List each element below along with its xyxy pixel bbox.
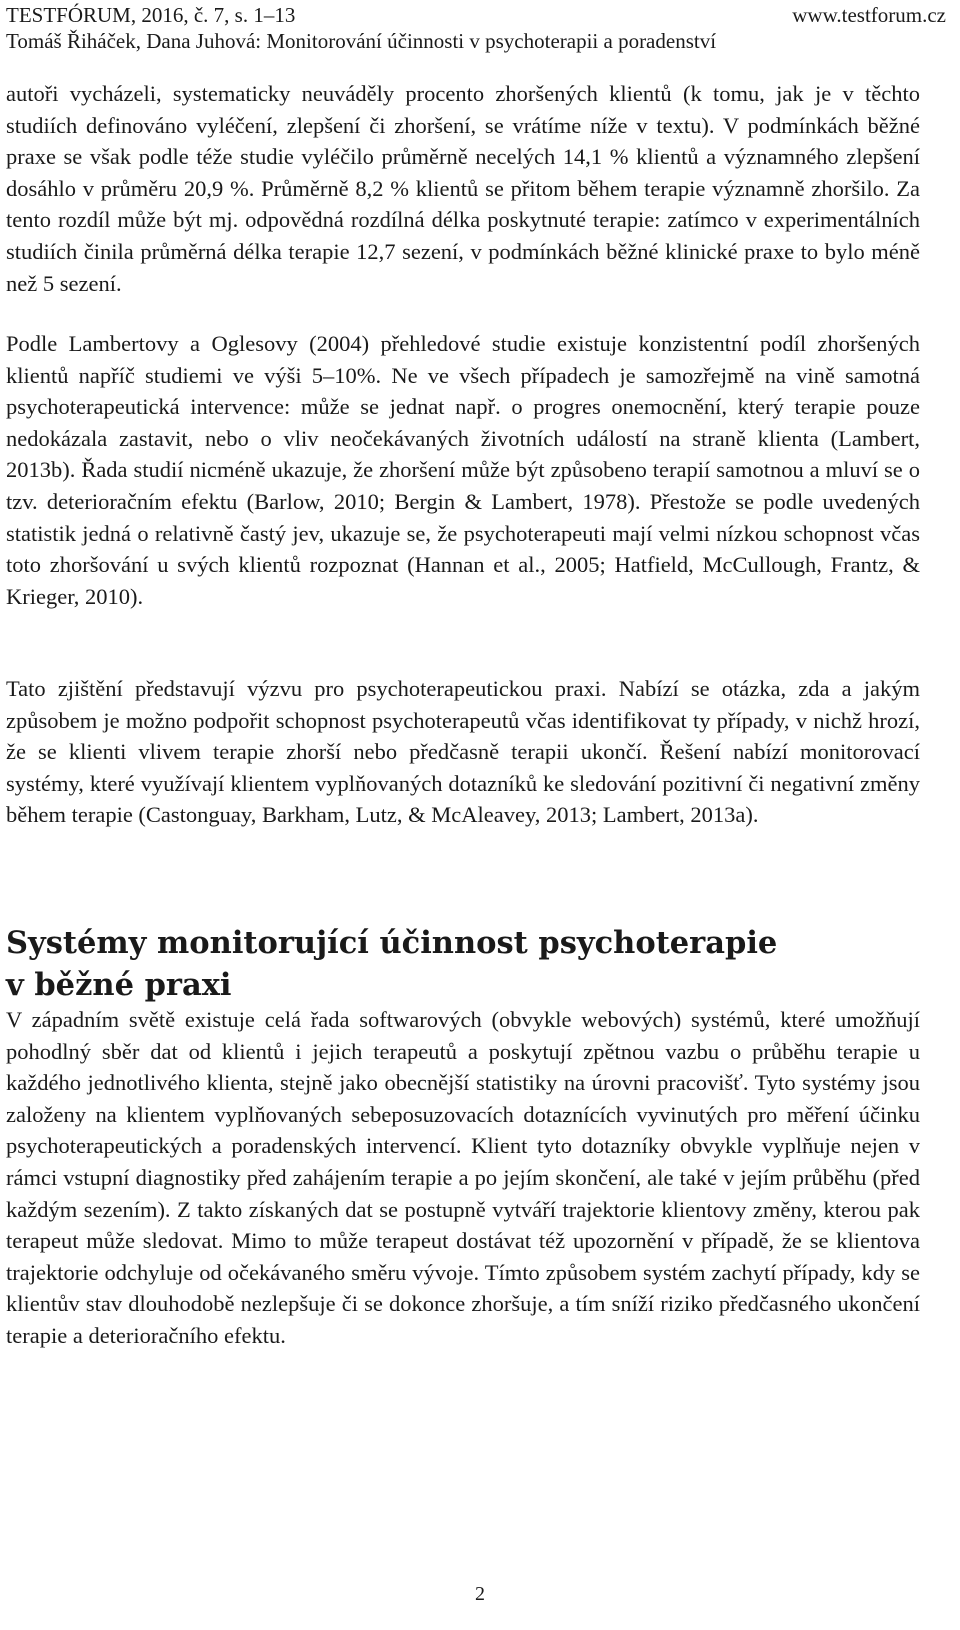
running-header [6, 2, 946, 54]
header-row-bottom [6, 28, 946, 54]
section-heading [6, 922, 920, 1006]
paragraph-continuation: autoři vycházeli, systematicky neuváděly procento zhoršených klientů (k tomu, jak je v těchto studiích definováno vyléčení, zlepšení či zhoršení, se vrátíme níže v textu). V podmínkách běžné praxe se však podle téže studie vyléčilo průměrně necelých 14,1 % klientů a významného zlepšení dosáhlo v průměru 20,9 %. Průměrně 8,2 % klientů se přitom během terapie významně zhoršilo. Za tento rozdíl může být mj. odpovědná rozdílná délka poskytnuté terapie: zatímco v experimentálních studiích činila průměrná délka terapie 12,7 sezení, v podmínkách běžné klinické praxe to bylo méně než 5 sezení. [6, 81, 920, 296]
paragraph-challenge: Tato zjištění představují výzvu pro psychoterapeutickou praxi. Nabízí se otázka, zda a jakým způsobem je možno podpořit schopnost psychoterapeutů včas identifikovat ty případy, v nichž hrozí, že se klienti vlivem terapie zhorší nebo předčasně terapii ukončí. Řešení nabízí monitorovací systémy, které využívají klientem vyplňovaných dotazníků ke sledování pozitivní či negativní změny během terapie (Castonguay, Barkham, Lutz, & McAleavey, 2013; Lambert, 2013a). [6, 676, 920, 828]
section-heading-line2: v běžné praxi [6, 967, 232, 1003]
journal-website-link[interactable]: www.testforum.cz [792, 3, 946, 27]
page-number: 2 [475, 1583, 485, 1605]
journal-citation: TESTFÓRUM, 2016, č. 7, s. 1–13 [6, 3, 296, 27]
header-row-top [6, 2, 946, 28]
section-heading-line1: Systémy monitorující účinnost psychoterapie [6, 925, 778, 961]
article-authors-title: Tomáš Řiháček, Dana Juhová: Monitorování účinnosti v psychoterapii a poradenství [6, 29, 717, 53]
paragraph-monitoring-systems: V západním světě existuje celá řada softwarových (obvykle webových) systémů, které umožňují pohodlný sběr dat od klientů i jejich terapeutů a poskytují zpětnou vazbu o průběhu terapie u každého jednotlivého klienta, stejně jako obecnější statistiky na úrovni pracovišť. Tyto systémy jsou založeny na klientem vyplňovaných sebeposuzovacích dotaznících vyvinutých pro měření účinku psychoterapeutických a poradenských intervencí. Klient tyto dotazníky obvykle vyplňuje nejen v rámci vstupní diagnostiky před zahájením terapie a po jejím skončení, ale také v jejím průběhu (před každým sezením). Z takto získaných dat se postupně vytváří trajektorie klientovy změny, kterou pak terapeut může sledovat. Mimo to může terapeut dostávat též upozornění v případě, že se klientova trajektorie odchyluje od očekávaného směru vývoje. Tímto způsobem systém zachytí případy, kdy se klientův stav dlouhodobě nezlepšuje či se dokonce zhoršuje, a tím sníží riziko předčasného ukončení terapie a deterioračního efektu. [6, 1007, 920, 1348]
paragraph-deterioration: Podle Lambertovy a Oglesovy (2004) přehledové studie existuje konzistentní podíl zhoršených klientů napříč studiemi ve výši 5–10%. Ne ve všech případech je samozřejmě na vině samotná psychoterapeutická intervence: může se jednat např. o progres onemocnění, který terapie pouze nedokázala zastavit, nebo o vliv neočekávaných životních událostí na straně klienta (Lambert, 2013b). Řada studií nicméně ukazuje, že zhoršení může být způsobeno terapií samotnou a mluví se o tzv. deterioračním efektu (Barlow, 2010; Bergin & Lambert, 1978). Přestože se podle uvedených statistik jedná o relativně častý jev, ukazuje se, že psychoterapeuti mají velmi nízkou schopnost včas toto zhoršování u svých klientů rozpoznat (Hannan et al., 2005; Hatfield, McCullough, Frantz, & Krieger, 2010). [6, 331, 920, 609]
